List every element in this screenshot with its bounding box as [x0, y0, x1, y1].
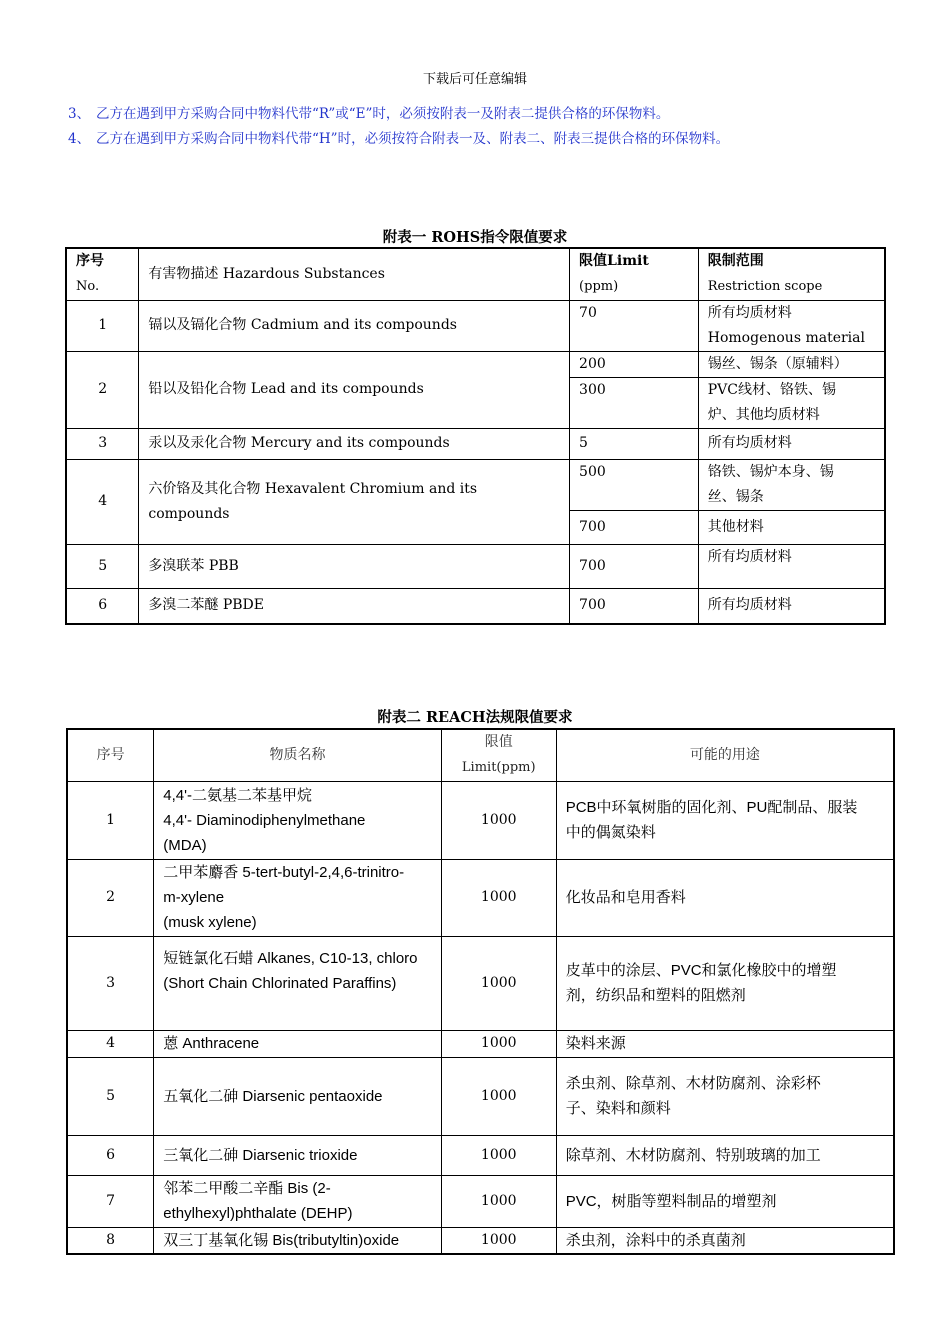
cell-name: 短链氯化石蜡 Alkanes, C10-13, chloro (Short Chain Chlorinated Paraffins): [154, 936, 442, 1030]
cell-limit: 200: [570, 351, 699, 377]
cell-scope: 所有均质材料 Homogenous material: [698, 300, 885, 351]
header-no: 序号 No.: [66, 248, 139, 300]
header-name: 物质名称: [154, 729, 442, 781]
clause-number: 3、: [68, 106, 91, 122]
table-row: [67, 1227, 894, 1254]
cell-scope: 所有均质材料: [698, 588, 885, 624]
cell-limit: 700: [570, 544, 699, 588]
cell-use: 除草剂、木材防腐剂、特别玻璃的加工: [556, 1135, 894, 1175]
table-row: [66, 300, 885, 351]
cell-scope: 铬铁、锡炉本身、锡 丝、锡条: [698, 459, 885, 510]
cell-substance: 汞以及汞化合物 Mercury and its compounds: [139, 428, 570, 459]
cell-limit: 500: [570, 459, 699, 510]
cell-scope: 其他材料: [698, 510, 885, 544]
clause-number: 4、: [68, 131, 91, 147]
table-header-row: [66, 248, 885, 300]
cell-no: 6: [67, 1135, 154, 1175]
cell-limit: 1000: [441, 1030, 556, 1057]
cell-name: 蒽 Anthracene: [154, 1030, 442, 1057]
cell-name: 二甲苯麝香 5-tert-butyl-2,4,6-trinitro- m-xylene (musk xylene): [154, 859, 442, 936]
table-row: [67, 1057, 894, 1135]
cell-scope: 锡丝、锡条（原辅料）: [698, 351, 885, 377]
table-row: [66, 588, 885, 624]
cell-no: 3: [66, 428, 139, 459]
cell-name: 4,4'-二氨基二苯基甲烷 4,4'- Diaminodiphenylmethane (MDA): [154, 781, 442, 859]
cell-use: PVC，树脂等塑料制品的增塑剂: [556, 1175, 894, 1227]
cell-use: 皮革中的涂层、PVC和氯化橡胶中的增塑 剂，纺织品和塑料的阻燃剂: [556, 936, 894, 1030]
clause-text: 乙方在遇到甲方采购合同中物料代带“H”时，必须按符合附表一及、附表二、附表三提供合格的环保物料。: [96, 131, 730, 147]
cell-no: 5: [66, 544, 139, 588]
table-row: [66, 459, 885, 510]
cell-limit: 1000: [441, 936, 556, 1030]
cell-no: 3: [67, 936, 154, 1030]
cell-use: 化妆品和皂用香料: [556, 859, 894, 936]
cell-no: 6: [66, 588, 139, 624]
cell-name: 邻苯二甲酸二辛酯 Bis (2- ethylhexyl)phthalate (DEHP): [154, 1175, 442, 1227]
reach-limits-table: [66, 728, 895, 1255]
cell-name: 五氧化二砷 Diarsenic pentaoxide: [154, 1057, 442, 1135]
header-substance: 有害物描述 Hazardous Substances: [139, 248, 570, 300]
clause-3: [68, 102, 669, 122]
table-row: [67, 1175, 894, 1227]
cell-substance: 多溴联苯 PBB: [139, 544, 570, 588]
cell-limit: 1000: [441, 1175, 556, 1227]
cell-limit: 700: [570, 510, 699, 544]
cell-limit: 1000: [441, 781, 556, 859]
cell-name: 双三丁基氧化锡 Bis(tributyltin)oxide: [154, 1227, 442, 1254]
table-row: [67, 1030, 894, 1057]
table-row: [67, 859, 894, 936]
cell-use: 染料来源: [556, 1030, 894, 1057]
cell-no: 1: [67, 781, 154, 859]
cell-limit: 1000: [441, 1057, 556, 1135]
header-limit: 限值 Limit(ppm): [441, 729, 556, 781]
table-row: [66, 544, 885, 588]
cell-no: 2: [67, 859, 154, 936]
cell-no: 2: [66, 351, 139, 428]
header-scope: 限制范围 Restriction scope: [698, 248, 885, 300]
cell-limit: 300: [570, 377, 699, 428]
cell-scope: 所有均质材料: [698, 544, 885, 588]
table1-title: 附表一 ROHS指令限值要求: [382, 229, 568, 246]
cell-substance: 铅以及铅化合物 Lead and its compounds: [139, 351, 570, 428]
header-limit: 限值Limit (ppm): [570, 248, 699, 300]
cell-no: 7: [67, 1175, 154, 1227]
cell-limit: 1000: [441, 1227, 556, 1254]
clause-text: 乙方在遇到甲方采购合同中物料代带“R”或“E”时，必须按附表一及附表二提供合格的环保物料。: [96, 106, 670, 122]
table-row: [67, 1135, 894, 1175]
cell-limit: 1000: [441, 859, 556, 936]
header-use: 可能的用途: [556, 729, 894, 781]
cell-no: 1: [66, 300, 139, 351]
cell-no: 4: [66, 459, 139, 544]
cell-substance: 六价铬及其化合物 Hexavalent Chromium and its compounds: [139, 459, 570, 544]
cell-limit: 5: [570, 428, 699, 459]
cell-scope: 所有均质材料: [698, 428, 885, 459]
cell-scope: PVC线材、铬铁、锡 炉、其他均质材料: [698, 377, 885, 428]
cell-substance: 多溴二苯醚 PBDE: [139, 588, 570, 624]
table-row: [66, 351, 885, 377]
cell-no: 5: [67, 1057, 154, 1135]
table-row: [67, 781, 894, 859]
table2-title: 附表二 REACH法规限值要求: [377, 709, 573, 726]
cell-limit: 1000: [441, 1135, 556, 1175]
header-no: 序号: [67, 729, 154, 781]
cell-limit: 70: [570, 300, 699, 351]
cell-use: 杀虫剂、除草剂、木材防腐剂、涂彩杯 子、染料和颜料: [556, 1057, 894, 1135]
page-header-note: 下载后可任意编辑: [422, 71, 527, 86]
table-header-row: [67, 729, 894, 781]
clause-4: [68, 127, 729, 147]
cell-use: 杀虫剂，涂料中的杀真菌剂: [556, 1227, 894, 1254]
cell-name: 三氧化二砷 Diarsenic trioxide: [154, 1135, 442, 1175]
cell-substance: 镉以及镉化合物 Cadmium and its compounds: [139, 300, 570, 351]
cell-no: 8: [67, 1227, 154, 1254]
cell-no: 4: [67, 1030, 154, 1057]
cell-limit: 700: [570, 588, 699, 624]
table-row: [67, 936, 894, 1030]
rohs-limits-table: [65, 247, 886, 625]
table-row: [66, 428, 885, 459]
cell-use: PCB中环氧树脂的固化剂、PU配制品、服装 中的偶氮染料: [556, 781, 894, 859]
